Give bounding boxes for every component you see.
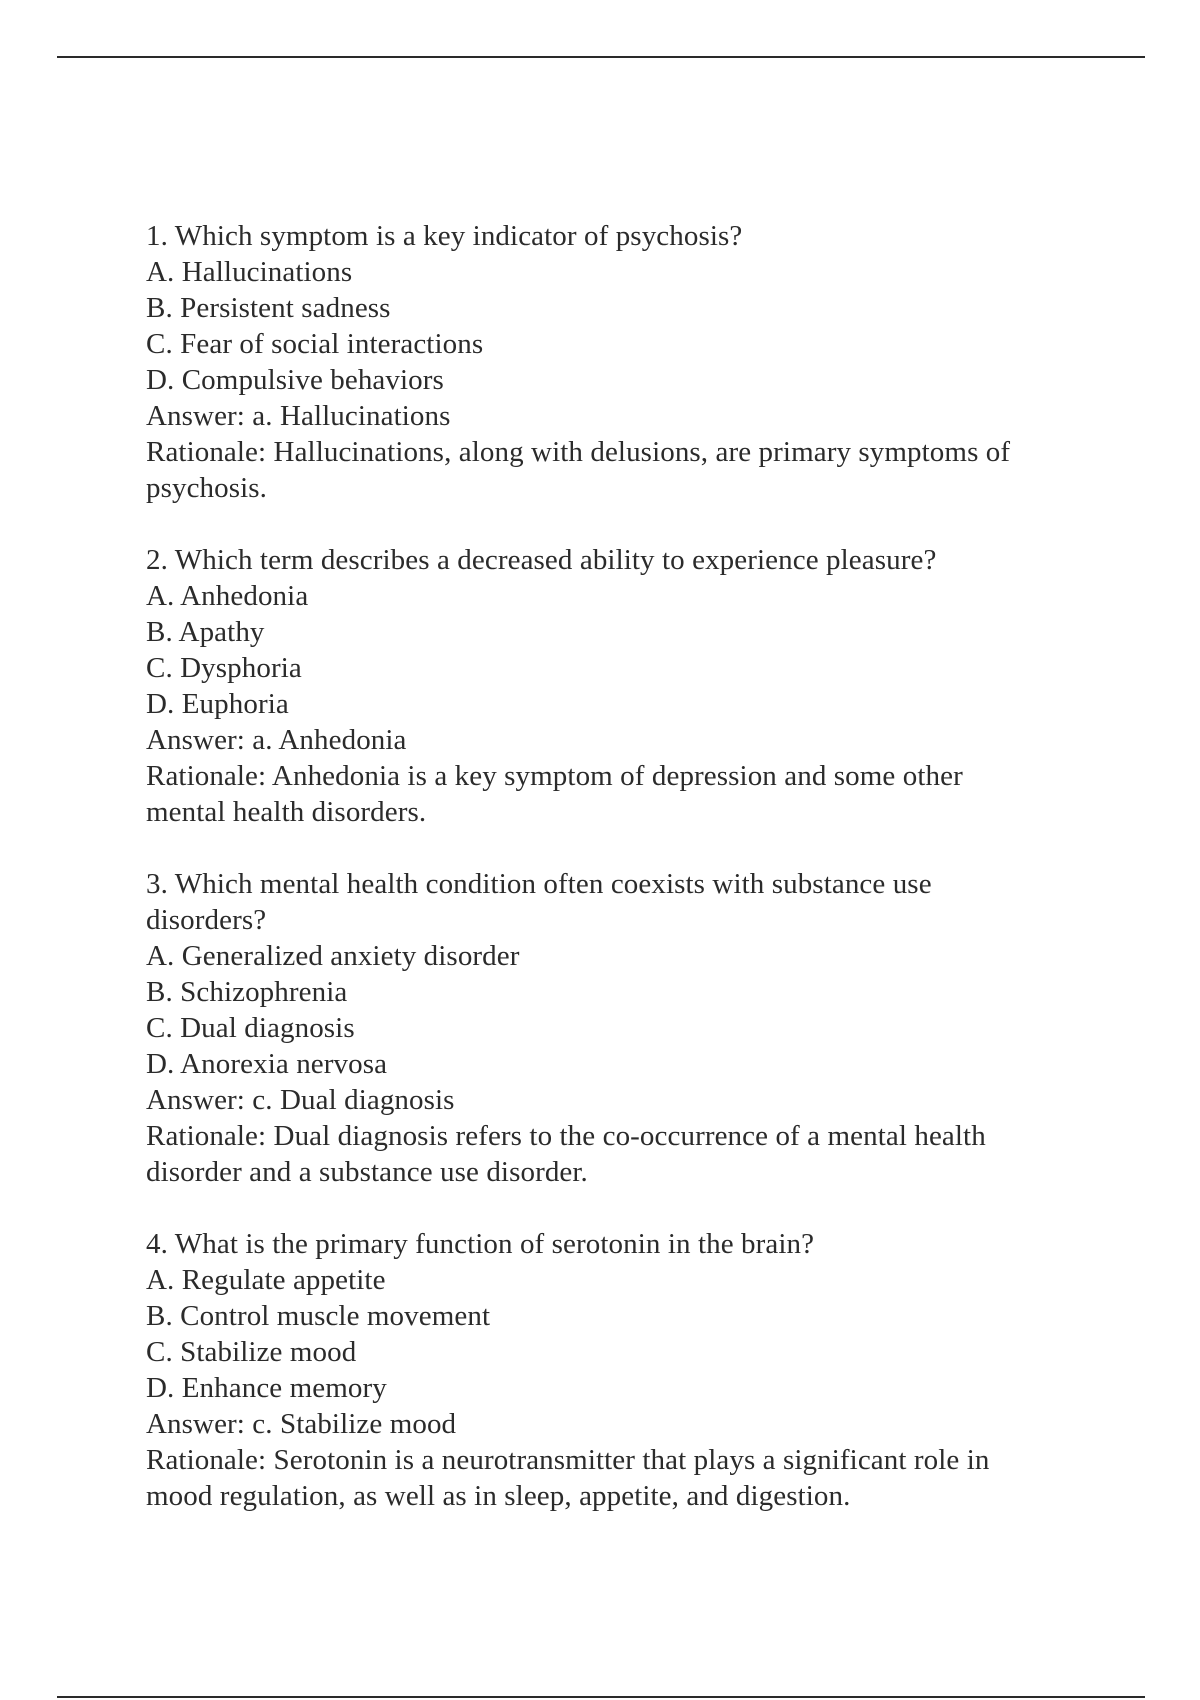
option-b: B. Persistent sadness bbox=[146, 292, 391, 324]
answer-line: Answer: c. Stabilize mood bbox=[146, 1408, 457, 1440]
question-text: What is the primary function of serotonin in the brain? bbox=[174, 1228, 815, 1260]
rationale-text: Rationale: Serotonin is a neurotransmitter that plays a significant role in mood regulation, as well as in sleep, appetite, and digestion. bbox=[146, 1444, 990, 1512]
bottom-divider bbox=[57, 1696, 1145, 1698]
question-stem bbox=[146, 542, 1046, 578]
option-a: A. Anhedonia bbox=[146, 580, 309, 612]
question-block-1 bbox=[146, 218, 1046, 506]
option-d: D. Compulsive behaviors bbox=[146, 364, 444, 396]
question-block-2 bbox=[146, 542, 1046, 830]
question-number: 2. bbox=[146, 544, 168, 576]
option-c: C. Stabilize mood bbox=[146, 1336, 357, 1368]
answer-line: Answer: a. Anhedonia bbox=[146, 724, 407, 756]
top-divider bbox=[57, 56, 1145, 58]
option-b: B. Apathy bbox=[146, 616, 265, 648]
question-number: 1. bbox=[146, 220, 168, 252]
option-b: B. Control muscle movement bbox=[146, 1300, 491, 1332]
answer-line: Answer: c. Dual diagnosis bbox=[146, 1084, 455, 1116]
question-stem bbox=[146, 218, 1046, 254]
rationale-text: Rationale: Anhedonia is a key symptom of depression and some other mental health disorders. bbox=[146, 760, 963, 828]
question-number: 4. bbox=[146, 1228, 168, 1260]
question-stem bbox=[146, 1226, 1046, 1262]
option-a: A. Regulate appetite bbox=[146, 1264, 386, 1296]
question-text: Which symptom is a key indicator of psychosis? bbox=[174, 220, 743, 252]
question-text: Which term describes a decreased ability to experience pleasure? bbox=[174, 544, 937, 576]
option-c: C. Fear of social interactions bbox=[146, 328, 484, 360]
question-list bbox=[146, 218, 1046, 1550]
rationale-text: Rationale: Hallucinations, along with delusions, are primary symptoms of psychosis. bbox=[146, 436, 1011, 504]
option-a: A. Hallucinations bbox=[146, 256, 353, 288]
question-number: 3. bbox=[146, 868, 168, 900]
answer-line: Answer: a. Hallucinations bbox=[146, 400, 451, 432]
question-block-4 bbox=[146, 1226, 1046, 1514]
rationale-text: Rationale: Dual diagnosis refers to the co-occurrence of a mental health disorder and a substance use disorder. bbox=[146, 1120, 986, 1188]
option-c: C. Dual diagnosis bbox=[146, 1012, 355, 1044]
option-c: C. Dysphoria bbox=[146, 652, 302, 684]
option-d: D. Anorexia nervosa bbox=[146, 1048, 388, 1080]
question-text: Which mental health condition often coexists with substance use disorders? bbox=[146, 868, 932, 936]
question-stem bbox=[146, 866, 1046, 938]
option-d: D. Enhance memory bbox=[146, 1372, 387, 1404]
option-d: D. Euphoria bbox=[146, 688, 289, 720]
question-block-3 bbox=[146, 866, 1046, 1190]
option-a: A. Generalized anxiety disorder bbox=[146, 940, 520, 972]
option-b: B. Schizophrenia bbox=[146, 976, 348, 1008]
